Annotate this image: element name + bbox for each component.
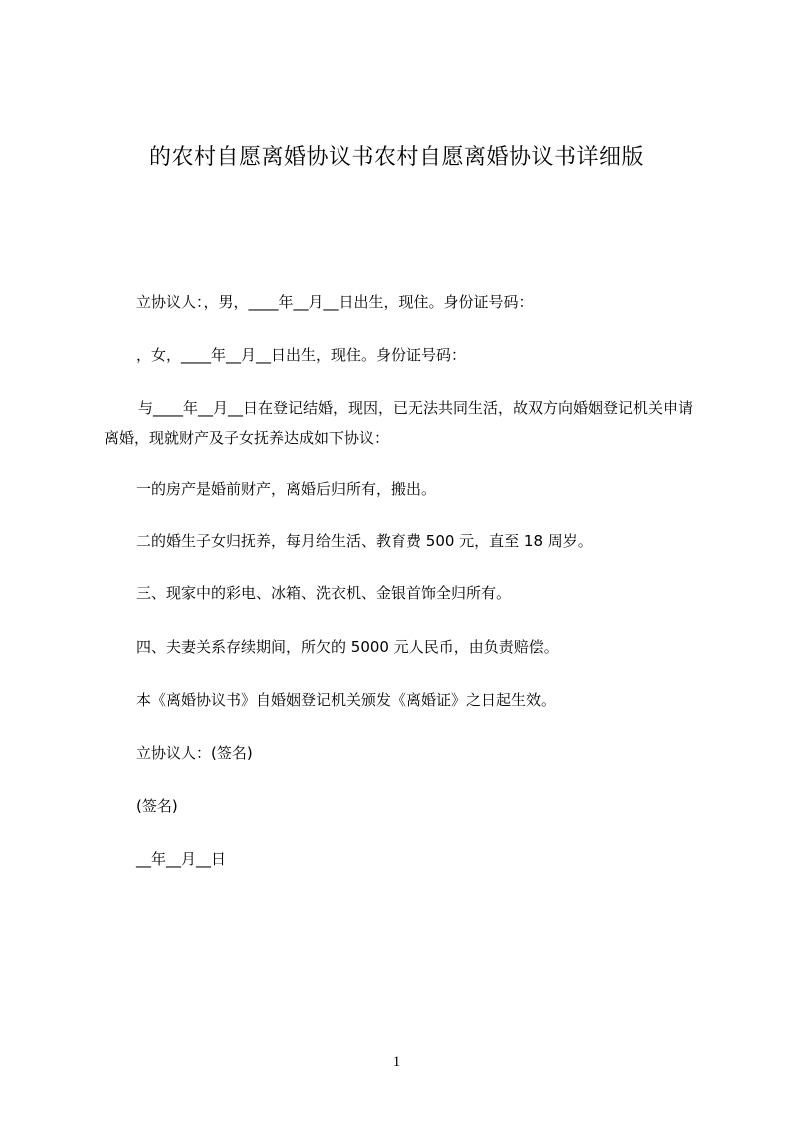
- date-line: __年__月__日: [136, 850, 227, 868]
- paragraph-clause-4: 四、夫妻关系存续期间，所欠的 5000 元人民币，由负责赔偿。: [136, 638, 559, 656]
- paragraph-clause-1: 一的房产是婚前财产，离婚后归所有，搬出。: [136, 480, 437, 498]
- paragraph-clause-2: 二的婚生子女归抚养，每月给生活、教育费 500 元，直至 18 周岁。: [136, 532, 593, 550]
- page-title: 的农村自愿离婚协议书农村自愿离婚协议书详细版: [148, 145, 644, 170]
- paragraph-clause-3: 三、现家中的彩电、冰箱、洗衣机、金银首饰全归所有。: [136, 584, 512, 602]
- paragraph-effective: 本《离婚协议书》自婚姻登记机关颁发《离婚证》之日起生效。: [136, 691, 557, 709]
- signature-line-1: 立协议人：(签名): [136, 744, 253, 762]
- page-number: 1: [392, 1054, 401, 1070]
- signature-line-2: (签名): [136, 797, 178, 815]
- paragraph-party-2: ，女，____年__月__日出生，现住。身份证号码：: [136, 346, 467, 364]
- paragraph-marriage-info: 与____年__月__日在登记结婚，现因，已无法共同生活，故双方向婚姻登记机关申请离婚，现就财产及子女抚养达成如下协议：: [104, 399, 694, 447]
- paragraph-party-1: 立协议人：，男，____年__月__日出生，现住。身份证号码：: [136, 293, 534, 311]
